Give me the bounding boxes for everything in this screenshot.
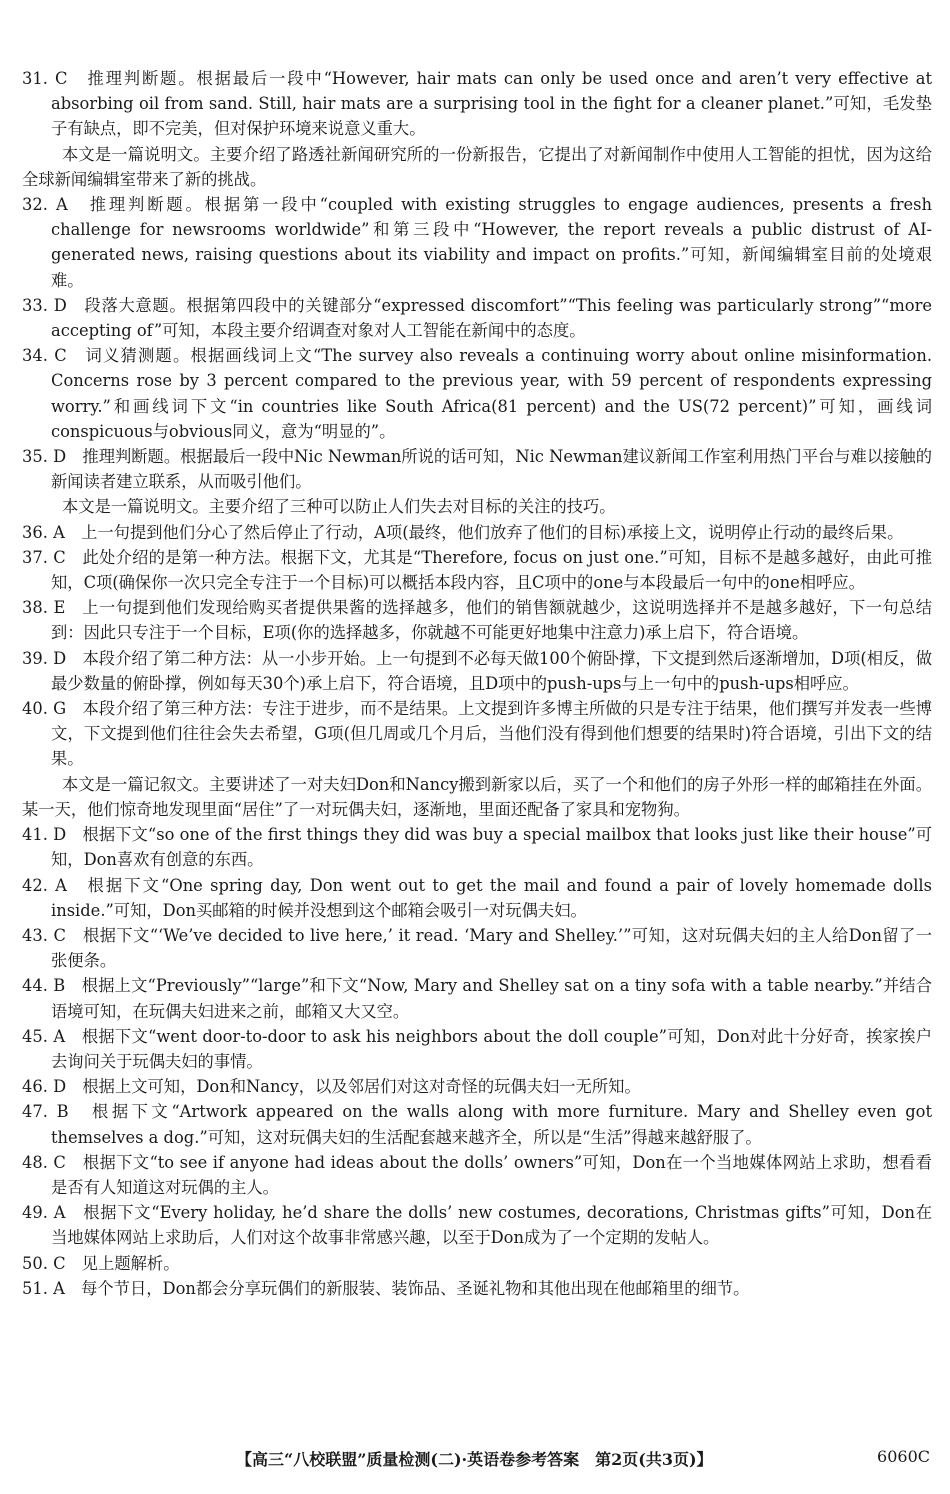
answer-40: 40. G 本段介绍了第三种方法：专注于进步，而不是结果。上文提到许多博主所做的只是专注于结果，他们撰写并发表一些博文，下文提到他们往往会失去希望，G项(但几周或几个月后，当他们没有得到他们想要的结果时)符合语境，引出下文的结果。	[22, 699, 932, 769]
answer-31: 31. C 推理判断题。根据最后一段中“However, hair mats can only be used once and aren’t very effective at absorbing oil from sand. Still, hair mats are a surprising tool in the fight for a cleaner planet.”可知，毛发垫子有缺点，即不完美，但对保护环境来说意义重大。	[22, 69, 932, 139]
page-footer	[0, 1447, 950, 1477]
answer-37: 37. C 此处介绍的是第一种方法。根据下文，尤其是“Therefore, focus on just one.”可知，目标不是越多越好，由此可推知，C项(确保你一次只完全专注于一个目标)可以概括本段内容，且C项中的one与本段最后一句中的one相呼应。	[22, 547, 932, 593]
answer-42: 42. A 根据下文“One spring day, Don went out to get the mail and found a pair of lovely homemade dolls inside.”可知，Don买邮箱的时候并没想到这个邮箱会吸引一对玩偶夫妇。	[22, 875, 932, 920]
passage-summary-cloze: 本文是一篇记叙文。主要讲述了一对夫妇Don和Nancy搬到新家以后，买了一个和他们的房子外形一样的邮箱挂在外面。某一天，他们惊奇地发现里面“居住”了一对玩偶夫妇，逐渐地，里面还配备了家具和宠物狗。	[22, 774, 932, 819]
answer-key-content	[22, 66, 932, 1301]
answer-34: 34. C 词义猜测题。根据画线词上文“The survey also reveals a continuing worry about online misinformation. Concerns rose by 3 percent compared to the previous year, with 59 percent of respondents expressing worry.”和画线词下文“in countries like South Africa(81 percent) and the US(72 percent)”可知，画线词conspicuous与obvious同义，意为“明显的”。	[22, 346, 932, 441]
answer-45: 45. A 根据下文“went door-to-door to ask his neighbors about the doll couple”可知，Don对此十分好奇，挨家挨户去询问关于玩偶夫妇的事情。	[22, 1026, 932, 1071]
footer-title: 【高三“八校联盟”质量检测(二)·英语卷参考答案 第2页(共3页)】	[236, 1450, 713, 1469]
answer-48: 48. C 根据下文“to see if anyone had ideas about the dolls’ owners”可知，Don在一个当地媒体网站上求助，想看看是否有人知道这对玩偶的主人。	[22, 1152, 932, 1197]
answer-33: 33. D 段落大意题。根据第四段中的关键部分“expressed discomfort”“This feeling was particularly strong”“more accepting of”可知，本段主要介绍调查对象对人工智能在新闻中的态度。	[22, 295, 932, 341]
answer-49: 49. A 根据下文“Every holiday, he’d share the dolls’ new costumes, decorations, Christmas gifts”可知，Don在当地媒体网站上求助后，人们对这个故事非常感兴趣，以至于Don成为了一个定期的发帖人。	[22, 1203, 932, 1248]
answer-41: 41. D 根据下文“so one of the first things they did was buy a special mailbox that looks just like their house”可知，Don喜欢有创意的东西。	[22, 825, 932, 870]
answer-51: 51. A 每个节日，Don都会分享玩偶们的新服装、装饰品、圣诞礼物和其他出现在他邮箱里的细节。	[22, 1278, 750, 1298]
answer-47: 47. B 根据下文“Artwork appeared on the walls along with more furniture. Mary and Shelley even got themselves a dog.”可知，这对玩偶夫妇的生活配套越来越齐全，所以是“生活”得越来越舒服了。	[22, 1102, 932, 1147]
answer-44: 44. B 根据上文“Previously”“large”和下文“Now, Mary and Shelley sat on a tiny sofa with a table nearby.”并结合语境可知，在玩偶夫妇进来之前，邮箱又大又空。	[22, 976, 932, 1021]
answer-35: 35. D 推理判断题。根据最后一段中Nic Newman所说的话可知，Nic Newman建议新闻工作室利用热门平台与难以接触的新闻读者建立联系，从而吸引他们。	[22, 447, 932, 492]
passage-summary-c: 本文是一篇说明文。主要介绍了路透社新闻研究所的一份新报告，它提出了对新闻制作中使用人工智能的担忧，因为这给全球新闻编辑室带来了新的挑战。	[22, 144, 932, 189]
answer-46: 46. D 根据上文可知，Don和Nancy，以及邻居们对这对奇怪的玩偶夫妇一无所知。	[22, 1077, 641, 1097]
answer-38: 38. E 上一句提到他们发现给购买者提供果酱的选择越多，他们的销售额就越少，这说明选择并不是越多越好，下一句总结到：因此只专注于一个目标，E项(你的选择越多，你就越不可能更好地集中注意力)承上启下，符合语境。	[22, 598, 932, 643]
footer-code: 6060C	[877, 1447, 930, 1466]
answer-43: 43. C 根据下文“‘We’ve decided to live here,’ it read. ‘Mary and Shelley.’”可知，这对玩偶夫妇的主人给Don留了一张便条。	[22, 925, 932, 971]
answer-50: 50. C 见上题解析。	[22, 1253, 180, 1273]
answer-39: 39. D 本段介绍了第二种方法：从一小步开始。上一句提到不必每天做100个俯卧撑，下文提到然后逐渐增加，D项(相反，做最少数量的俯卧撑，例如每天30个)承上启下，符合语境，且D项中的push-ups与上一句中的push-ups相呼应。	[22, 648, 932, 693]
answer-32: 32. A 推理判断题。根据第一段中“coupled with existing struggles to engage audiences, presents a fresh challenge for newsrooms worldwide”和第三段中“However, the report reveals a public distrust of AI-generated news, raising questions about its viability and impact on profits.”可知，新闻编辑室目前的处境艰难。	[22, 195, 932, 290]
passage-summary-seven-choose-five: 本文是一篇说明文。主要介绍了三种可以防止人们失去对目标的关注的技巧。	[62, 497, 616, 517]
answer-36: 36. A 上一句提到他们分心了然后停止了行动，A项(最终，他们放弃了他们的目标)承接上文，说明停止行动的最终后果。	[22, 522, 904, 542]
